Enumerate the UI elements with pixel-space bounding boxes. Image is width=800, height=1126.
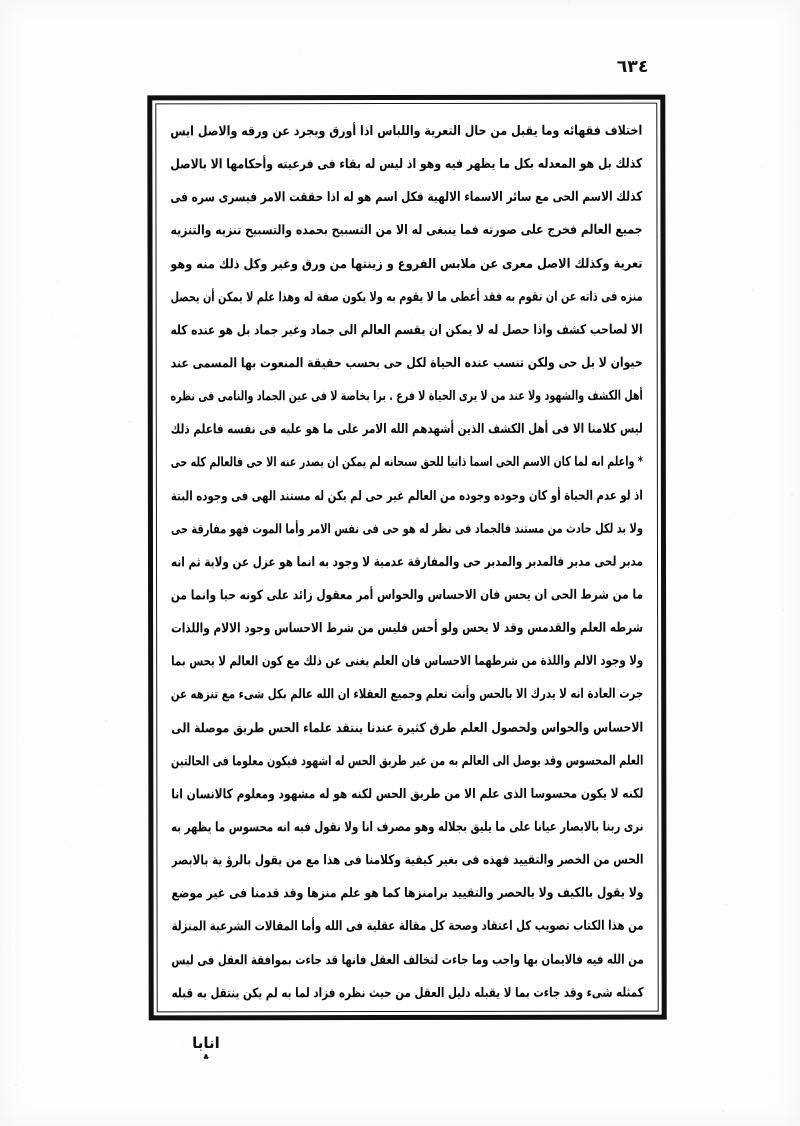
- scan-speck: [15, 932, 17, 934]
- catchword-mark-icon: ؞: [202, 1053, 210, 1067]
- text-line: [171, 744, 643, 778]
- text-line-content: حيوان لا بل حى ولكن تنسب عنده الحياة لكل حى بحسب حقيقة المنعوت بها المسمى عند: [170, 355, 643, 372]
- text-line: [170, 214, 642, 248]
- scan-speck: [782, 609, 784, 611]
- scan-speck: [15, 1084, 17, 1086]
- scan-speck: [81, 450, 83, 452]
- text-line: [171, 280, 643, 314]
- scan-speck: [735, 780, 737, 782]
- text-line-content: ما من شرط الحى ان يحس فان الاحساس والحواس أمر معقول زائد على كونه حيا وانما من: [171, 587, 644, 604]
- catchword-block: [176, 1036, 236, 1066]
- text-column: [163, 111, 650, 1006]
- text-line-content: لكنه لا يكون محسوسا الذى علم الا من طريق الحس لكنه هو له مشهود ومعلوم كالانسان انا: [171, 786, 644, 803]
- text-line-content: * واعلم انه لما كان الاسم الحى اسما ذاتيا للحق سبحانه لم يمكن ان يصدر عنه الا حى فالعالم كله حى: [170, 455, 643, 471]
- scan-speck: [689, 91, 690, 92]
- text-line: [172, 976, 644, 1010]
- scan-speck: [70, 846, 72, 848]
- scan-speck: [77, 648, 78, 649]
- text-line-content: الاحساس والحواس ولحصول العلم طرق كثيرة عندنا ينتقد علماء الحس طريق موصلة الى: [171, 720, 644, 736]
- scan-speck: [105, 720, 106, 721]
- scan-speck: [129, 421, 131, 423]
- scan-speck: [568, 1, 570, 3]
- scan-speck: [76, 335, 78, 337]
- text-line: [171, 811, 643, 845]
- text-line: [171, 446, 643, 480]
- text-line-content: جميع العالم فخرج على صورته فما ينبغى له الا من التسبيح بحمده والتسبيح تنزيه والتنزيه: [170, 223, 643, 239]
- scan-speck: [791, 494, 793, 496]
- text-line-content: العلم المحسوس وقد يوصل الى العالم به من غير طريق الحس له اشهود فيكون معلوما فى الحالتين: [171, 753, 644, 770]
- text-line: [171, 347, 643, 381]
- scan-speck: [267, 1, 268, 2]
- scan-speck: [100, 784, 101, 785]
- text-line: [171, 777, 643, 811]
- folio-page-number: ٤٣٦: [616, 57, 649, 77]
- text-line-content: منزه فى ذاته عن ان تقوم به فقد أعطى ما لا يقوم به ولا يكون صفة له وهذا علم لا يمكن أن يحصل: [170, 289, 643, 306]
- scan-speck: [52, 10, 53, 11]
- text-line: [171, 380, 643, 414]
- text-line-content: شرطه العلم والقدمس وقد لا يحس ولو أحس فليس من شرط الاحساس وجود الالام واللذات: [171, 620, 644, 637]
- text-line: [172, 877, 644, 911]
- scan-speck: [57, 281, 59, 283]
- text-line-content: الحس من الخصر والتقييد فهذه فى بغير كيفية وكلامنا فى هذا مع من يقول بالرؤ ية بالابصر: [171, 852, 644, 869]
- text-line: [171, 545, 643, 579]
- text-line-content: من هذا الكتاب تصويب كل اعتقاد وصحة كل مقالة عقلية فى الله وأما المقالات الشرعية المنزلة: [171, 919, 644, 935]
- text-line: [170, 181, 642, 215]
- scan-speck: [702, 37, 703, 38]
- catchword-text: انابا: [192, 1034, 220, 1052]
- scan-speck: [702, 253, 703, 254]
- scan-speck: [762, 1091, 763, 1092]
- scan-speck: [729, 518, 730, 519]
- text-line: [171, 579, 643, 613]
- scan-speck: [679, 901, 680, 902]
- text-line: [171, 313, 643, 347]
- scan-speck: [769, 1076, 771, 1078]
- text-line: [171, 645, 643, 679]
- text-line-content: اختلاف فقهائه وما يقبل من حال التعرية واللباس اذا أورق ويجرد عن ورقه والاصل ايس: [170, 123, 643, 140]
- text-line: [171, 512, 643, 546]
- scan-speck: [752, 289, 754, 291]
- scan-speck: [735, 598, 736, 599]
- scan-speck: [364, 1077, 365, 1078]
- scan-speck: [778, 166, 779, 167]
- scan-speck: [761, 166, 763, 168]
- text-line: [171, 247, 643, 281]
- text-line-content: جرت العادة انه لا يدرك الا بالحس وأنت تعلم وجميع العقلاء ان الله عالم بكل شىء مع تنزهه عن: [171, 687, 644, 703]
- scan-speck: [301, 34, 302, 35]
- text-line: [171, 612, 643, 646]
- text-line: [172, 910, 644, 944]
- text-line-content: ليس كلامنا الا فى أهل الكشف الذين أشهدهم الله الامر على ما هو عليه فى نفسه فاعلم ذلك: [170, 421, 643, 438]
- scan-speck: [7, 949, 9, 951]
- text-line-content: أهل الكشف والشهود ولا عند من لا يرى الحياة لا فرع . برا بخاصة لا فى عين الجماد والنامى فى نظره: [170, 388, 643, 405]
- scan-speck: [51, 315, 52, 316]
- text-line-content: مدبر لحى مدبر فالمدبر والمدبر حى والمفارقة عدمية لا وجود به انما هو عزل عن ولاية ثم انه: [171, 554, 644, 571]
- scan-speck: [115, 86, 117, 88]
- scan-speck: [460, 91, 461, 92]
- text-line: [171, 678, 643, 712]
- text-line-content: من الله فيه فالايمان بها واجب وما جاءت لتخالف العقل فانها قد جاءت بموافقة العقل فى ليس: [171, 952, 644, 968]
- scan-speck: [722, 1110, 724, 1112]
- text-line: [172, 943, 644, 977]
- text-line-content: اذ لو عدم الحياة أو كان وجوده وجوده من العالم غير حى لم يكن له مستند الهى فى وجوده البتة: [170, 488, 643, 504]
- text-line: [171, 413, 643, 447]
- scan-speck: [23, 1067, 24, 1068]
- scan-speck: [23, 736, 25, 738]
- text-block-border-inner: [155, 103, 658, 1013]
- text-line-content: كذلك بل هو المعدله بكل ما يظهر فيه وهو اذ ليس له بقاء فى فرعيته وأحكامها الا بالاصل: [170, 156, 643, 173]
- scan-speck: [299, 52, 301, 54]
- scan-speck: [778, 513, 779, 514]
- text-block-border-outer: [147, 95, 666, 1021]
- scan-speck: [798, 122, 799, 123]
- text-line: [171, 711, 643, 745]
- text-line-content: كمثله شىء وقد جاءت بما لا يقبله دليل العقل من حيث نظره فزاد لما به لم يكن ينتقل به قبله: [171, 985, 644, 1002]
- scan-speck: [577, 1101, 579, 1103]
- scan-speck: [779, 1038, 781, 1040]
- text-line-content: ولا وجود الالم واللذة من شرطهما الاحساس فان العلم يغنى عن ذلك مع كون العالم لا يحس بما: [171, 653, 644, 670]
- text-line: [171, 479, 643, 513]
- text-line: [170, 115, 642, 149]
- scan-speck: [772, 400, 773, 401]
- text-line-content: تعرية وكذلك الاصل معرى عن ملابس الفروع و زينتها من ورق وغير وكل ذلك منه وهو: [170, 256, 643, 272]
- scan-speck: [725, 904, 726, 905]
- text-line-content: كذلك الاسم الحى مع سائر الاسماء الالهية فكل اسم هو له اذا حققت الامر فيسرى سره فى: [170, 189, 643, 206]
- text-line: [171, 844, 643, 878]
- scan-speck: [21, 299, 23, 301]
- text-line-content: الا لصاحب كشف واذا حصل له لا يمكن ان يقسم العالم الى جماد وغير جماد بل هو عنده كله: [170, 322, 643, 339]
- text-line-content: ولا بد لكل حادث من مستند فالجماد فى نظر له هو حى فى نفس الامر وأما الموت فهو مفارقة حى: [170, 521, 643, 538]
- text-line-content: نرى ربنا بالابصار عيانا على ما يليق بجلاله وهو مصرف انا ولا نقول فيه انه محسوس ما يظهر به: [171, 819, 644, 836]
- text-line: [170, 148, 642, 182]
- text-line-content: ولا يقول بالكيف ولا بالحصر والتقييد برامنزها كما هو علم منزها وقد قدمنا فى غير موضع: [171, 885, 644, 902]
